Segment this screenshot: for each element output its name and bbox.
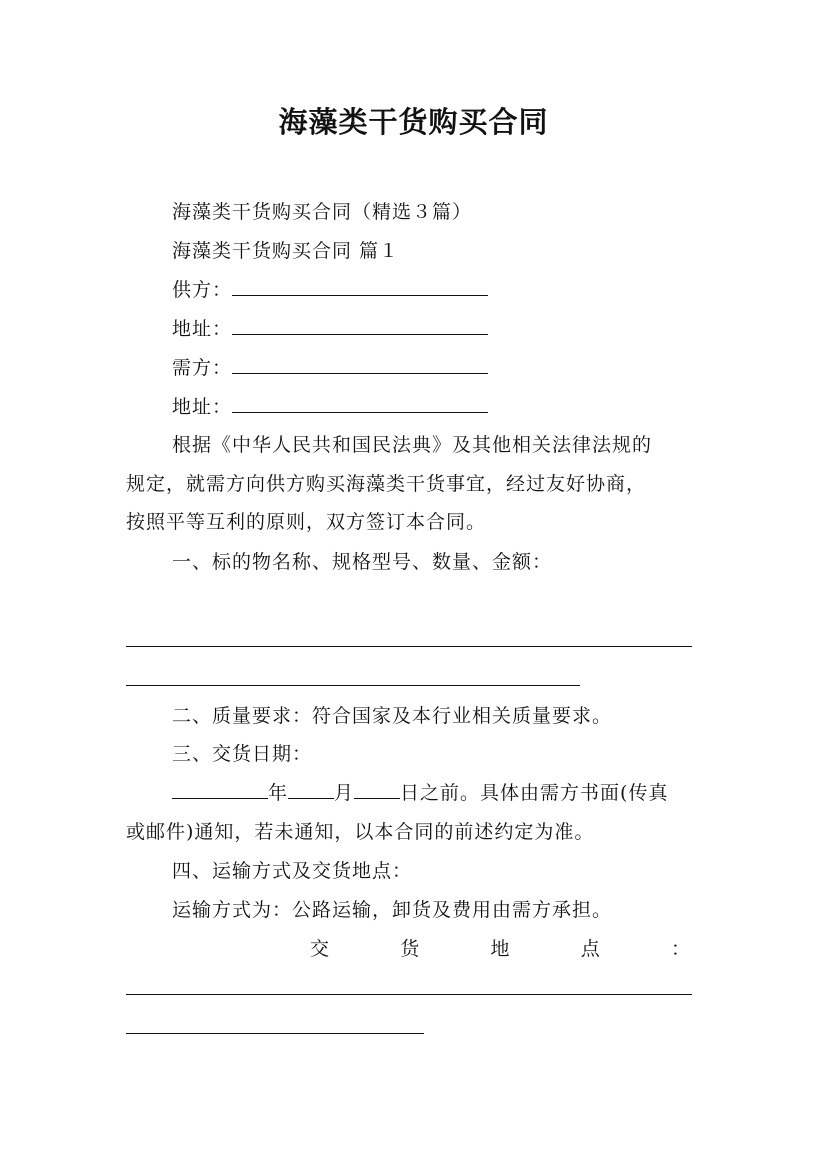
clause-2: 二、质量要求：符合国家及本行业相关质量要求。	[172, 705, 613, 727]
delivery-day-blank[interactable]	[354, 781, 400, 799]
intro-line-2: 规定，就需方向供方购买海藻类干货事宜，经过友好协商，	[126, 473, 647, 495]
supplier-address-row	[172, 317, 488, 341]
buyer-row	[172, 356, 488, 380]
buyer-address-label: 地址：	[172, 396, 233, 418]
supplier-address-blank[interactable]	[232, 317, 488, 335]
document-subtitle: 海藻类干货购买合同（精选３篇）	[172, 201, 473, 223]
place-blank-line-1[interactable]	[126, 994, 692, 995]
buyer-address-row	[172, 395, 488, 419]
document-title: 海藻类干货购买合同	[278, 105, 549, 139]
year-label: 年	[268, 782, 289, 804]
delivery-place-label	[310, 937, 690, 961]
place-blank-line-2[interactable]	[126, 1033, 424, 1034]
goods-blank-line-2[interactable]	[126, 685, 580, 686]
buyer-address-blank[interactable]	[232, 395, 488, 413]
intro-line-3: 按照平等互利的原则，双方签订本合同。	[126, 511, 487, 533]
section-heading: 海藻类干货购买合同 篇１	[172, 240, 400, 262]
place-char: 交	[310, 938, 330, 960]
place-char: 地	[490, 938, 510, 960]
buyer-blank[interactable]	[232, 356, 488, 374]
buyer-label: 需方：	[172, 357, 233, 379]
delivery-month-blank[interactable]	[288, 781, 334, 799]
clause-1: 一、标的物名称、规格型号、数量、金额：	[172, 551, 553, 573]
delivery-date-row	[172, 781, 668, 805]
delivery-year-blank[interactable]	[172, 781, 268, 799]
intro-line-1: 根据《中华人民共和国民法典》及其他相关法律法规的	[172, 434, 653, 456]
place-char: ：	[670, 938, 690, 960]
goods-blank-line-1[interactable]	[126, 646, 692, 647]
day-before-text: 日之前。具体由需方书面(传真	[400, 782, 669, 804]
delivery-line-2: 或邮件)通知，若未通知，以本合同的前述约定为准。	[126, 821, 595, 843]
place-char: 货	[400, 938, 420, 960]
clause-4: 四、运输方式及交货地点：	[172, 860, 413, 882]
supplier-blank[interactable]	[232, 278, 488, 296]
supplier-label: 供方：	[172, 279, 233, 301]
month-label: 月	[334, 782, 355, 804]
supplier-row	[172, 278, 488, 302]
transport-method: 运输方式为：公路运输，卸货及费用由需方承担。	[172, 899, 613, 921]
place-char: 点	[580, 938, 600, 960]
supplier-address-label: 地址：	[172, 318, 233, 340]
clause-3: 三、交货日期：	[172, 743, 313, 765]
